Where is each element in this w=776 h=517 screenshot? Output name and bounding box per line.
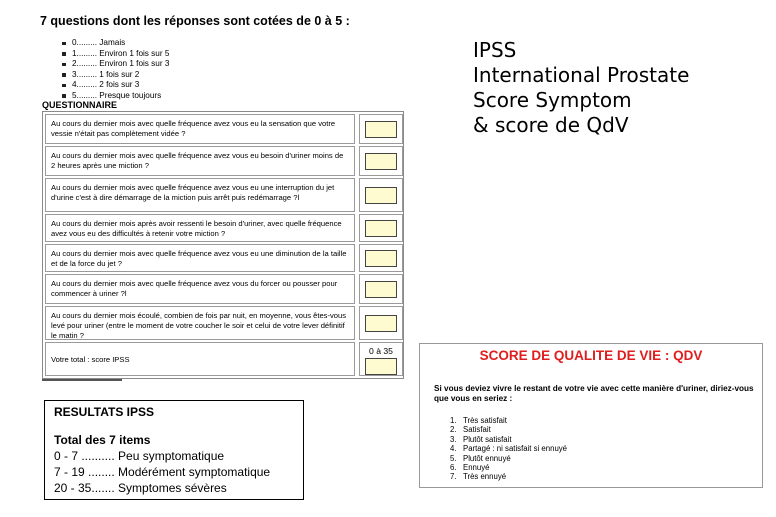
scale-item: 3......... 1 fois sur 2 — [62, 70, 169, 81]
qdv-option — [450, 472, 567, 481]
scale-item: 2......... Environ 1 fois sur 3 — [62, 59, 169, 70]
qdv-option-label: Ennuyé — [463, 463, 490, 473]
qdv-option — [450, 435, 567, 444]
qdv-option — [450, 444, 567, 453]
qdv-option-label: Très satisfait — [463, 416, 507, 425]
ipss-title — [473, 38, 689, 138]
qdv-question: Si vous deviez vivre le restant de votre vie avec cette manière d'uriner, diriez-vous que vous en seriez : — [434, 384, 754, 403]
scale-item: 4......... 2 fois sur 3 — [62, 80, 169, 91]
ipss-title-line: IPSS — [473, 38, 517, 62]
answer-cell — [359, 178, 403, 212]
question-text: Au cours du dernier mois avec quelle fréquence avez vous eu une diminution de la taille et de la force du jet ? — [45, 244, 355, 272]
answer-input-6[interactable] — [365, 281, 397, 298]
scale-item: 0......... Jamais — [62, 38, 169, 49]
qdv-option-label: Plutôt satisfait — [463, 434, 512, 444]
question-text: Au cours du dernier mois avec quelle fréquence avez vous du forcer ou pousser pour commencer à uriner ?l — [45, 274, 355, 304]
answer-input-5[interactable] — [365, 250, 397, 267]
answer-cell — [359, 244, 403, 272]
qdv-options-list — [450, 416, 567, 482]
qdv-option-number: 1. — [450, 416, 457, 425]
answer-input-7[interactable] — [365, 315, 397, 332]
total-label: Votre total : score IPSS — [45, 342, 355, 376]
ipss-title-line: & score de QdV — [473, 113, 629, 137]
qdv-option-number: 2. — [450, 425, 457, 435]
total-cell — [359, 342, 403, 376]
answer-cell — [359, 146, 403, 176]
answer-cell — [359, 114, 403, 144]
qdv-option-label: Très ennuyé — [463, 472, 507, 482]
qdv-option-number: 3. — [450, 434, 457, 444]
qdv-option — [450, 454, 567, 463]
question-text: Au cours du dernier mois avec quelle fréquence avez vous eu besoin d'uriner moins de 2 heures après une miction ? — [45, 146, 355, 176]
qdv-option — [450, 425, 567, 434]
qdv-option-label: Plutôt ennuyé — [463, 453, 511, 463]
results-line: 0 - 7 .......... Peu symptomatique — [54, 449, 225, 463]
answer-input-4[interactable] — [365, 220, 397, 237]
answer-input-2[interactable] — [365, 153, 397, 170]
answer-input-1[interactable] — [365, 121, 397, 138]
results-total-heading: Total des 7 items — [54, 433, 151, 447]
qdv-option-number: 6. — [450, 463, 457, 473]
qdv-title: SCORE DE QUALITE DE VIE : QDV — [479, 348, 703, 363]
total-score-input[interactable] — [365, 358, 397, 375]
question-text: Au cours du dernier mois avec quelle fréquence avez vous eu une interruption du jet d'urine c'est à dire démarrage de la miction puis arrêt puis redémarrage ?l — [45, 178, 355, 212]
ipss-title-line: International Prostate — [473, 63, 690, 87]
ipss-title-line: Score Symptom — [473, 88, 632, 112]
qdv-option — [450, 416, 567, 425]
questionnaire-heading: QUESTIONNAIRE — [42, 100, 118, 110]
intro-title: 7 questions dont les réponses sont cotées de 0 à 5 : — [40, 14, 350, 28]
qdv-option-number: 4. — [450, 444, 457, 454]
qdv-option-number: 7. — [450, 472, 457, 482]
scale-item: 5......... Presque toujours — [62, 91, 169, 102]
results-box — [44, 400, 304, 500]
results-line: 20 - 35....... Symptomes sévères — [54, 481, 227, 495]
question-text: Au cours du dernier mois avec quelle fréquence avez vous eu la sensation que votre vessie n'était pas complètement vidée ? — [45, 114, 355, 144]
answer-cell — [359, 214, 403, 242]
question-text: Au cours du dernier mois écoulé, combien de fois par nuit, en moyenne, vous êtes-vous levé pour uriner (entre le moment de votre coucher le soir et celui de votre lever définitif le matin ? — [45, 306, 355, 340]
total-range: 0 à 35 — [369, 346, 393, 356]
results-line: 7 - 19 ........ Modérément symptomatique — [54, 465, 271, 479]
scale-list — [62, 38, 169, 102]
scale-item: 1......... Environ 1 fois sur 5 — [62, 49, 169, 60]
qdv-option-label: Satisfait — [463, 425, 491, 435]
answer-input-3[interactable] — [365, 187, 397, 204]
qdv-option-label: Partagé : ni satisfait si ennuyé — [463, 444, 568, 454]
answer-cell — [359, 306, 403, 340]
qdv-option-number: 5. — [450, 453, 457, 463]
questionnaire-table — [42, 111, 404, 379]
qdv-box — [419, 343, 763, 488]
results-title: RESULTATS IPSS — [54, 405, 155, 419]
question-text: Au cours du dernier mois après avoir ressenti le besoin d'uriner, avec quelle fréquence avez vous eu des difficultés à retenir votre miction ? — [45, 214, 355, 242]
answer-cell — [359, 274, 403, 304]
cropped-strip — [42, 379, 404, 383]
qdv-option — [450, 463, 567, 472]
